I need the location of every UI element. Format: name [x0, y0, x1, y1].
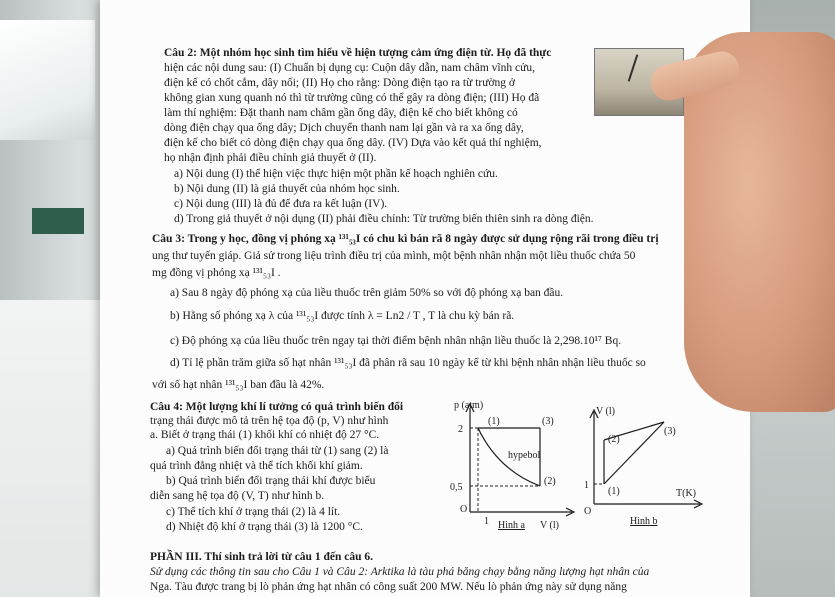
graph-b-tick-1: 1: [584, 480, 589, 491]
q2-option-b: b) Nội dung (II) là giả thuyết của nhóm học sinh.: [174, 183, 400, 195]
q2-line-3: điện kế có chốt cắm, dây nối; (II) Họ cho rằng: Dòng điện tạo ra từ trường ở: [164, 77, 515, 89]
background-window: [0, 20, 95, 140]
q2-option-c: c) Nội dung (III) là đủ để đưa ra kết luận (IV).: [174, 198, 388, 210]
q2-line-5: làm thí nghiệm: Đặt thanh nam châm gần ống dây, điện kế cho biết không có: [164, 107, 518, 119]
q3-line-3: mg đồng vị phóng xạ ¹³¹₅₃I .: [152, 267, 281, 279]
graph-a-curve-label: hypebol: [508, 450, 541, 461]
q3-option-a: a) Sau 8 ngày độ phóng xạ của liều thuốc trên giảm 50% so với độ phóng xạ ban đầu.: [170, 287, 564, 299]
q4-option-c: c) Thể tích khí ở trạng thái (2) là 4 lít.: [166, 506, 341, 518]
graph-b-y-label: V (l): [596, 406, 615, 417]
q3-option-d: d) Tỉ lệ phần trăm giữa số hạt nhân ¹³¹₅₃I đã phân rã sau 10 ngày kể từ khi bệnh nhân nhận liều thuốc so: [170, 357, 646, 369]
q3-line-2: ung thư tuyến giáp. Giả sử trong liệu trình điều trị của mình, một bệnh nhân nhận một liều thuốc chứa 50: [152, 250, 636, 262]
graph-a-origin: O: [460, 504, 468, 515]
graph-a-y-label: p (atm): [454, 400, 484, 411]
graph-a-x-label: V (l): [540, 520, 559, 530]
graph-a: [448, 400, 578, 530]
q2-line-1: Câu 2: Một nhóm học sinh tìm hiểu về hiện tượng cảm ứng điện từ. Họ đã thực: [164, 47, 552, 59]
q3-line-1: Câu 3: Trong y học, đồng vị phóng xạ ¹³¹₅₃I có chu kì bán rã 8 ngày được sử dụng rộng rãi trong điều trị: [152, 233, 659, 245]
graph-a-caption: Hình a: [498, 520, 525, 530]
graph-a-tick-1: 1: [484, 516, 489, 527]
graph-a-state-3: (3): [542, 416, 554, 427]
part3-title: PHẦN III. Thí sinh trả lời từ câu 1 đến câu 6.: [150, 551, 373, 563]
background-sign: [32, 208, 84, 234]
graph-b-origin: O: [584, 506, 592, 517]
q4-line-2: trạng thái được mô tả trên hệ tọa độ (p, V) như hình: [150, 415, 389, 427]
q2-line-4: không gian xung quanh nó thì từ trường cũng có thể gây ra dòng điện; (III) Họ đã: [164, 92, 540, 104]
q4-option-d: d) Nhiệt độ khí ở trạng thái (3) là 1200 °C.: [166, 521, 363, 533]
q4-option-b-cont: diễn sang hệ tọa độ (V, T) như hình b.: [150, 490, 325, 502]
graph-a-tick-2: 2: [458, 424, 463, 435]
graph-a-state-1: (1): [488, 416, 500, 427]
q2-line-7: điện kế cho biết có dòng điện chạy qua ống dây. (IV) Dựa vào kết quả thí nghiệm,: [164, 137, 542, 149]
graph-b-state-1: (1): [608, 486, 620, 497]
graph-b-caption: Hình b: [630, 516, 658, 527]
graph-a-state-2: (2): [544, 476, 556, 487]
q2-line-2: hiện các nội dung sau: (I) Chuẩn bị dụng cụ: Cuộn dây dẫn, nam châm vĩnh cửu,: [164, 62, 535, 74]
q3-option-c: c) Độ phóng xạ của liều thuốc trên ngay tại thời điểm bệnh nhân nhận liều thuốc là 2,298.10¹⁷ Bq.: [170, 335, 622, 347]
q2-option-d: d) Trong giả thuyết ở nội dụng (II) phải điều chỉnh: Từ trường biến thiên sinh ra dòng điện.: [174, 213, 594, 225]
graph-b-state-3: (3): [664, 426, 676, 437]
graph-b-state-2: (2): [608, 434, 620, 445]
graph-b-x-label: T(K): [676, 488, 696, 499]
graph-a-tick-05: 0,5: [450, 482, 463, 493]
graph-b: [580, 404, 710, 528]
q4-option-b: b) Quá trình biến đổi trạng thái khí được biểu: [166, 475, 376, 487]
q4-option-a-cont: quá trình đẳng nhiệt và thể tích khối khí giảm.: [150, 460, 363, 472]
q3-option-d-cont: với số hạt nhân ¹³¹₅₃I ban đầu là 42%.: [152, 379, 325, 391]
q4-line-3: a. Biết ở trạng thái (1) khối khí có nhiệt độ 27 °C.: [150, 429, 380, 441]
part3-line-1: Sử dụng các thông tin sau cho Câu 1 và Câu 2: Arktika là tàu phá băng chạy bằng năng lượng hạt nhân của: [150, 566, 650, 578]
q4-line-1: Câu 4: Một lượng khí lí tưởng có quá trình biến đổi: [150, 401, 404, 413]
q4-option-a: a) Quá trình biến đổi trạng thái từ (1) sang (2) là: [166, 445, 389, 457]
part3-line-2: Nga. Tàu được trang bị lò phản ứng hạt nhân có công suất 200 MW. Nếu lò phản ứng này sử dụng năng: [150, 581, 627, 593]
q2-option-a: a) Nội dung (I) thể hiện việc thực hiện một phần kế hoạch nghiên cứu.: [174, 168, 498, 180]
q2-line-6: dòng điện chạy qua ống dây; Dịch chuyển thanh nam lại gần và ra xa ống dây,: [164, 122, 524, 134]
q3-option-b: b) Hằng số phóng xạ λ của ¹³¹₅₃I được tính λ = Ln2 / T , T là chu kỳ bán rã.: [170, 310, 515, 322]
q2-line-8: họ nhận định phải điều chỉnh giả thuyết ở (II).: [164, 152, 377, 164]
